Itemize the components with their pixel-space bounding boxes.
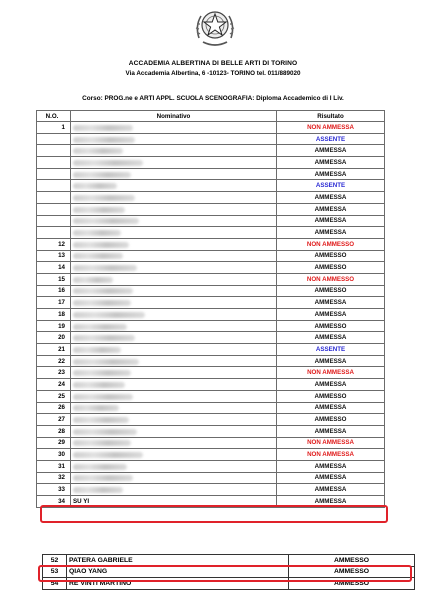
redacted-name-blur bbox=[73, 417, 129, 423]
table-row bbox=[37, 192, 385, 204]
table-row bbox=[37, 460, 385, 472]
table-row bbox=[37, 484, 385, 496]
row-name bbox=[71, 227, 277, 239]
table-row bbox=[37, 437, 385, 449]
redacted-name-blur bbox=[73, 172, 131, 178]
row-number: 1 bbox=[37, 122, 71, 134]
row-name bbox=[71, 157, 277, 169]
redacted-name-blur bbox=[73, 125, 133, 131]
redacted-name-blur bbox=[73, 277, 113, 283]
table-row bbox=[37, 157, 385, 169]
column-header-number: N.O. bbox=[37, 111, 71, 122]
row-result: ASSENTE bbox=[277, 133, 385, 145]
row-result: AMMESSO bbox=[277, 285, 385, 297]
row-number: 25 bbox=[37, 390, 71, 402]
row-number: 14 bbox=[37, 262, 71, 274]
row-result: AMMESSA bbox=[277, 472, 385, 484]
table-row bbox=[37, 390, 385, 402]
row-number: 21 bbox=[37, 344, 71, 356]
row-result: AMMESSO bbox=[277, 390, 385, 402]
results-table-body bbox=[37, 122, 385, 508]
redacted-name-blur bbox=[73, 300, 131, 306]
row-number: 22 bbox=[37, 355, 71, 367]
table-row bbox=[37, 355, 385, 367]
row-name bbox=[71, 472, 277, 484]
row-number bbox=[37, 180, 71, 192]
row-name bbox=[71, 238, 277, 250]
table-row bbox=[37, 402, 385, 414]
results-table bbox=[36, 110, 385, 508]
row-name bbox=[71, 122, 277, 134]
row-number: 15 bbox=[37, 273, 71, 285]
table-row bbox=[37, 309, 385, 321]
column-header-name: Nominativo bbox=[71, 111, 277, 122]
row-number: 13 bbox=[37, 250, 71, 262]
row-name bbox=[71, 320, 277, 332]
row-result: AMMESSA bbox=[277, 496, 385, 508]
redacted-name-blur bbox=[73, 335, 135, 341]
row-number: 26 bbox=[37, 402, 71, 414]
row-result: AMMESSA bbox=[277, 460, 385, 472]
row-name bbox=[71, 203, 277, 215]
table-row bbox=[37, 320, 385, 332]
row-result: AMMESSA bbox=[277, 192, 385, 204]
table-row bbox=[37, 332, 385, 344]
row-result: ASSENTE bbox=[277, 180, 385, 192]
row-number: 20 bbox=[37, 332, 71, 344]
row-result: AMMESSA bbox=[277, 157, 385, 169]
redacted-name-blur bbox=[73, 230, 121, 236]
row-name bbox=[71, 297, 277, 309]
row-result: AMMESSO bbox=[289, 578, 415, 590]
table-row bbox=[37, 122, 385, 134]
row-name bbox=[71, 449, 277, 461]
redacted-name-blur bbox=[73, 324, 127, 330]
row-result: AMMESSA bbox=[277, 145, 385, 157]
row-number: 31 bbox=[37, 460, 71, 472]
redacted-name-blur bbox=[73, 382, 125, 388]
row-name bbox=[71, 250, 277, 262]
table-row bbox=[37, 133, 385, 145]
redacted-name-blur bbox=[73, 405, 119, 411]
row-number bbox=[37, 203, 71, 215]
redacted-name-blur bbox=[73, 207, 125, 213]
row-result: NON AMMESSA bbox=[277, 437, 385, 449]
row-number: 24 bbox=[37, 379, 71, 391]
row-name: PATERA GABRIELE bbox=[67, 555, 289, 567]
redacted-name-blur bbox=[73, 464, 127, 470]
row-number: 27 bbox=[37, 414, 71, 426]
redacted-name-blur bbox=[73, 218, 139, 224]
row-name bbox=[71, 484, 277, 496]
table-row bbox=[37, 297, 385, 309]
redacted-name-blur bbox=[73, 265, 137, 271]
row-result: AMMESSA bbox=[277, 402, 385, 414]
redacted-name-blur bbox=[73, 487, 123, 493]
row-name bbox=[71, 332, 277, 344]
italian-republic-emblem-icon bbox=[193, 4, 237, 48]
redacted-name-blur bbox=[73, 288, 133, 294]
row-number: 16 bbox=[37, 285, 71, 297]
table-row bbox=[37, 238, 385, 250]
redacted-name-blur bbox=[73, 370, 131, 376]
row-result: AMMESSO bbox=[289, 566, 415, 578]
table-row bbox=[37, 180, 385, 192]
row-name bbox=[71, 168, 277, 180]
row-name bbox=[71, 355, 277, 367]
redacted-name-blur bbox=[73, 242, 129, 248]
row-result: AMMESSA bbox=[277, 379, 385, 391]
table-header-row bbox=[37, 111, 385, 122]
row-result: AMMESSA bbox=[277, 215, 385, 227]
institution-name: ACCADEMIA ALBERTINA DI BELLE ARTI DI TORINO bbox=[128, 60, 298, 67]
redacted-name-blur bbox=[73, 359, 139, 365]
row-number: 32 bbox=[37, 472, 71, 484]
row-number: 34 bbox=[37, 496, 71, 508]
row-result: AMMESSO bbox=[277, 262, 385, 274]
row-result: AMMESSA bbox=[277, 227, 385, 239]
table-row bbox=[37, 414, 385, 426]
redacted-name-blur bbox=[73, 312, 145, 318]
table-row bbox=[37, 262, 385, 274]
row-number: 33 bbox=[37, 484, 71, 496]
redacted-name-blur bbox=[73, 347, 121, 353]
redacted-name-blur bbox=[73, 253, 123, 259]
course-title: Corso: PROG.ne e ARTI APPL. SCUOLA SCENOGRAFIA: Diploma Accademico di I Liv. bbox=[82, 95, 344, 102]
row-number: 28 bbox=[37, 425, 71, 437]
row-name bbox=[71, 402, 277, 414]
table-row bbox=[37, 145, 385, 157]
row-name bbox=[71, 215, 277, 227]
row-name bbox=[71, 344, 277, 356]
row-number: 53 bbox=[43, 566, 67, 578]
row-name: RE VINTI MARTINO bbox=[67, 578, 289, 590]
highlight-box-row-34 bbox=[40, 505, 388, 523]
row-result: ASSENTE bbox=[277, 344, 385, 356]
row-result: AMMESSO bbox=[289, 555, 415, 567]
row-name bbox=[71, 133, 277, 145]
table-row bbox=[37, 215, 385, 227]
row-name bbox=[71, 273, 277, 285]
row-result: AMMESSA bbox=[277, 203, 385, 215]
row-name bbox=[71, 192, 277, 204]
row-number: 29 bbox=[37, 437, 71, 449]
row-result: AMMESSA bbox=[277, 297, 385, 309]
table-row bbox=[37, 367, 385, 379]
redacted-name-blur bbox=[73, 440, 131, 446]
highlight-box-row-53 bbox=[38, 565, 412, 582]
row-result: NON AMMESSO bbox=[277, 238, 385, 250]
redacted-name-blur bbox=[73, 475, 133, 481]
row-result: AMMESSA bbox=[277, 484, 385, 496]
table-row bbox=[37, 344, 385, 356]
row-name bbox=[71, 425, 277, 437]
row-number: 18 bbox=[37, 309, 71, 321]
row-number bbox=[37, 168, 71, 180]
row-number: 19 bbox=[37, 320, 71, 332]
redacted-name-blur bbox=[73, 394, 133, 400]
redacted-name-blur bbox=[73, 452, 143, 458]
redacted-name-blur bbox=[73, 429, 137, 435]
row-name bbox=[71, 262, 277, 274]
row-name bbox=[71, 367, 277, 379]
table-row bbox=[37, 449, 385, 461]
redacted-name-blur bbox=[73, 160, 143, 166]
institution-address: Via Accademia Albertina, 6 -10123- TORINO tel. 011/889020 bbox=[125, 70, 301, 77]
row-name bbox=[71, 390, 277, 402]
row-number bbox=[37, 145, 71, 157]
row-result: NON AMMESSO bbox=[277, 273, 385, 285]
redacted-name-blur bbox=[73, 137, 135, 143]
row-number: 52 bbox=[43, 555, 67, 567]
table-row bbox=[37, 285, 385, 297]
row-number bbox=[37, 192, 71, 204]
row-number: 17 bbox=[37, 297, 71, 309]
row-result: AMMESSA bbox=[277, 332, 385, 344]
row-name bbox=[71, 180, 277, 192]
row-name: SU YI bbox=[71, 496, 277, 508]
row-result: AMMESSA bbox=[277, 425, 385, 437]
row-name bbox=[71, 460, 277, 472]
table-row bbox=[37, 273, 385, 285]
row-result: AMMESSO bbox=[277, 250, 385, 262]
row-name bbox=[71, 379, 277, 391]
table-row bbox=[37, 250, 385, 262]
table-row bbox=[37, 425, 385, 437]
row-result: NON AMMESSA bbox=[277, 122, 385, 134]
row-result: AMMESSA bbox=[277, 355, 385, 367]
row-name: QIAO YANG bbox=[67, 566, 289, 578]
row-number bbox=[37, 227, 71, 239]
row-name bbox=[71, 309, 277, 321]
row-result: NON AMMESSA bbox=[277, 367, 385, 379]
redacted-name-blur bbox=[73, 148, 123, 154]
redacted-name-blur bbox=[73, 195, 135, 201]
row-result: AMMESSA bbox=[277, 309, 385, 321]
row-result: AMMESSO bbox=[277, 320, 385, 332]
row-number bbox=[37, 133, 71, 145]
redacted-name-blur bbox=[73, 183, 117, 189]
row-result: AMMESSA bbox=[277, 168, 385, 180]
row-number: 54 bbox=[43, 578, 67, 590]
table-row bbox=[37, 472, 385, 484]
row-name bbox=[71, 285, 277, 297]
row-name bbox=[71, 414, 277, 426]
row-number: 12 bbox=[37, 238, 71, 250]
row-number bbox=[37, 215, 71, 227]
table-row bbox=[37, 168, 385, 180]
column-header-result: Risultato bbox=[277, 111, 385, 122]
row-number bbox=[37, 157, 71, 169]
table-row bbox=[37, 227, 385, 239]
row-name bbox=[71, 437, 277, 449]
row-name bbox=[71, 145, 277, 157]
row-result: AMMESSO bbox=[277, 414, 385, 426]
table-row bbox=[37, 379, 385, 391]
row-number: 30 bbox=[37, 449, 71, 461]
table-row bbox=[37, 203, 385, 215]
row-result: NON AMMESSA bbox=[277, 449, 385, 461]
row-number: 23 bbox=[37, 367, 71, 379]
